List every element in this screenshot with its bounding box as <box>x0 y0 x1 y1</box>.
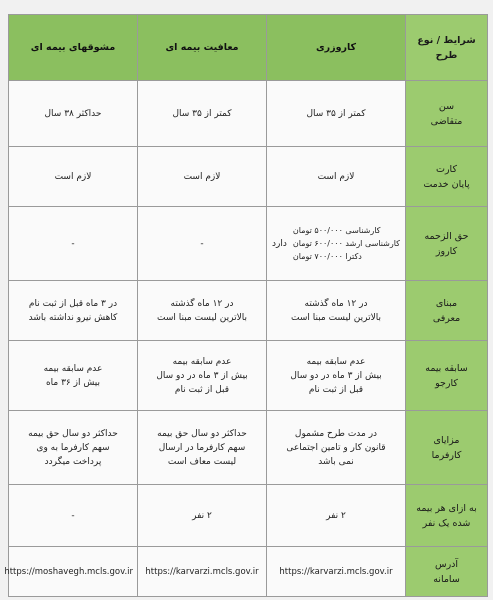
header-conditions: شرایط / نوع طرح <box>406 15 488 81</box>
cell-karvarzi-age: کمتر از ۳۵ سال <box>267 81 406 147</box>
header-moafiat: معافیت بیمه ای <box>138 15 267 81</box>
stipend-levels <box>293 224 400 263</box>
stipend-doctorate: دکترا ۷۰۰/۰۰۰ تومان <box>292 252 362 261</box>
row-label-basis: مبنای معرفی <box>406 281 488 341</box>
cell-moafiat-per-insured: ۲ نفر <box>138 485 267 547</box>
table-row <box>9 81 488 147</box>
row-label-military-card: کارت پایان خدمت <box>406 147 488 207</box>
comparison-table <box>4 14 488 597</box>
cell-moshavegh-benefits: حداکثر دو سال حق بیمه سهم کارفرما به وی پرداخت میگردد <box>9 411 138 485</box>
stipend-master: کارشناسی ارشد ۶۰۰/۰۰۰ تومان <box>292 239 400 248</box>
cell-karvarzi-per-insured: ۲ نفر <box>267 485 406 547</box>
stipend-has-label: دارد <box>272 238 287 249</box>
table-row <box>9 207 488 281</box>
cell-moafiat-history: عدم سابقه بیمه بیش از ۳ ماه در دو سال قبل از ثبت نام <box>138 341 267 411</box>
cell-moshavegh-website <box>4 547 138 597</box>
table-row <box>9 341 488 411</box>
cell-moshavegh-history: عدم سابقه بیمه بیش از ۳۶ ماه <box>9 341 138 411</box>
cell-moshavegh-stipend: - <box>9 207 138 281</box>
table-row <box>9 485 488 547</box>
row-label-website: آدرس سامانه <box>406 547 488 597</box>
row-label-employer-benefits: مزایای کارفرما <box>406 411 488 485</box>
cell-moafiat-basis: در ۱۲ ماه گذشته بالاترین لیست مبنا است <box>138 281 267 341</box>
moafiat-url: https://karvarzi.mcls.gov.ir <box>145 566 259 577</box>
cell-moafiat-benefits: حداکثر دو سال حق بیمه سهم کارفرما در ارسال لیست معاف است <box>138 411 267 485</box>
table-row <box>9 411 488 485</box>
stipend-bachelor: کارشناسی ۵۰۰/۰۰۰ تومان <box>292 226 381 235</box>
moshavegh-url: https://moshavegh.mcls.gov.ir <box>4 566 133 577</box>
cell-karvarzi-website <box>267 547 406 597</box>
row-label-per-insured: به ازای هر بیمه شده یک نفر <box>406 485 488 547</box>
cell-moafiat-website <box>138 547 267 597</box>
cell-moshavegh-age: حداکثر ۳۸ سال <box>9 81 138 147</box>
cell-karvarzi-history: عدم سابقه بیمه بیش از ۳ ماه در دو سال قبل از ثبت نام <box>267 341 406 411</box>
cell-moafiat-military: لازم است <box>138 147 267 207</box>
cell-moshavegh-military: لازم است <box>9 147 138 207</box>
row-label-age: سن متقاضی <box>406 81 488 147</box>
header-moshavegh: مشوقهای بیمه ای <box>9 15 138 81</box>
table-row <box>9 147 488 207</box>
cell-moafiat-age: کمتر از ۳۵ سال <box>138 81 267 147</box>
table-row <box>9 281 488 341</box>
header-karvarzi: کاروزری <box>267 15 406 81</box>
cell-moshavegh-per-insured: - <box>9 485 138 547</box>
cell-moshavegh-basis: در ۳ ماه قبل از ثبت نام کاهش نیرو نداشته باشد <box>9 281 138 341</box>
table-header-row <box>9 15 488 81</box>
cell-karvarzi-stipend <box>267 207 406 281</box>
cell-moafiat-stipend: - <box>138 207 267 281</box>
cell-karvarzi-basis: در ۱۲ ماه گذشته بالاترین لیست مبنا است <box>267 281 406 341</box>
table-row <box>9 547 488 597</box>
cell-karvarzi-military: لازم است <box>267 147 406 207</box>
row-label-stipend: حق الزحمه کاروز <box>406 207 488 281</box>
karvarzi-url: https://karvarzi.mcls.gov.ir <box>279 566 393 577</box>
cell-karvarzi-benefits: در مدت طرح مشمول قانون کار و تامین اجتماعی نمی باشد <box>267 411 406 485</box>
row-label-insurance-history: سابقه بیمه کارجو <box>406 341 488 411</box>
stipend-stack <box>271 224 401 263</box>
